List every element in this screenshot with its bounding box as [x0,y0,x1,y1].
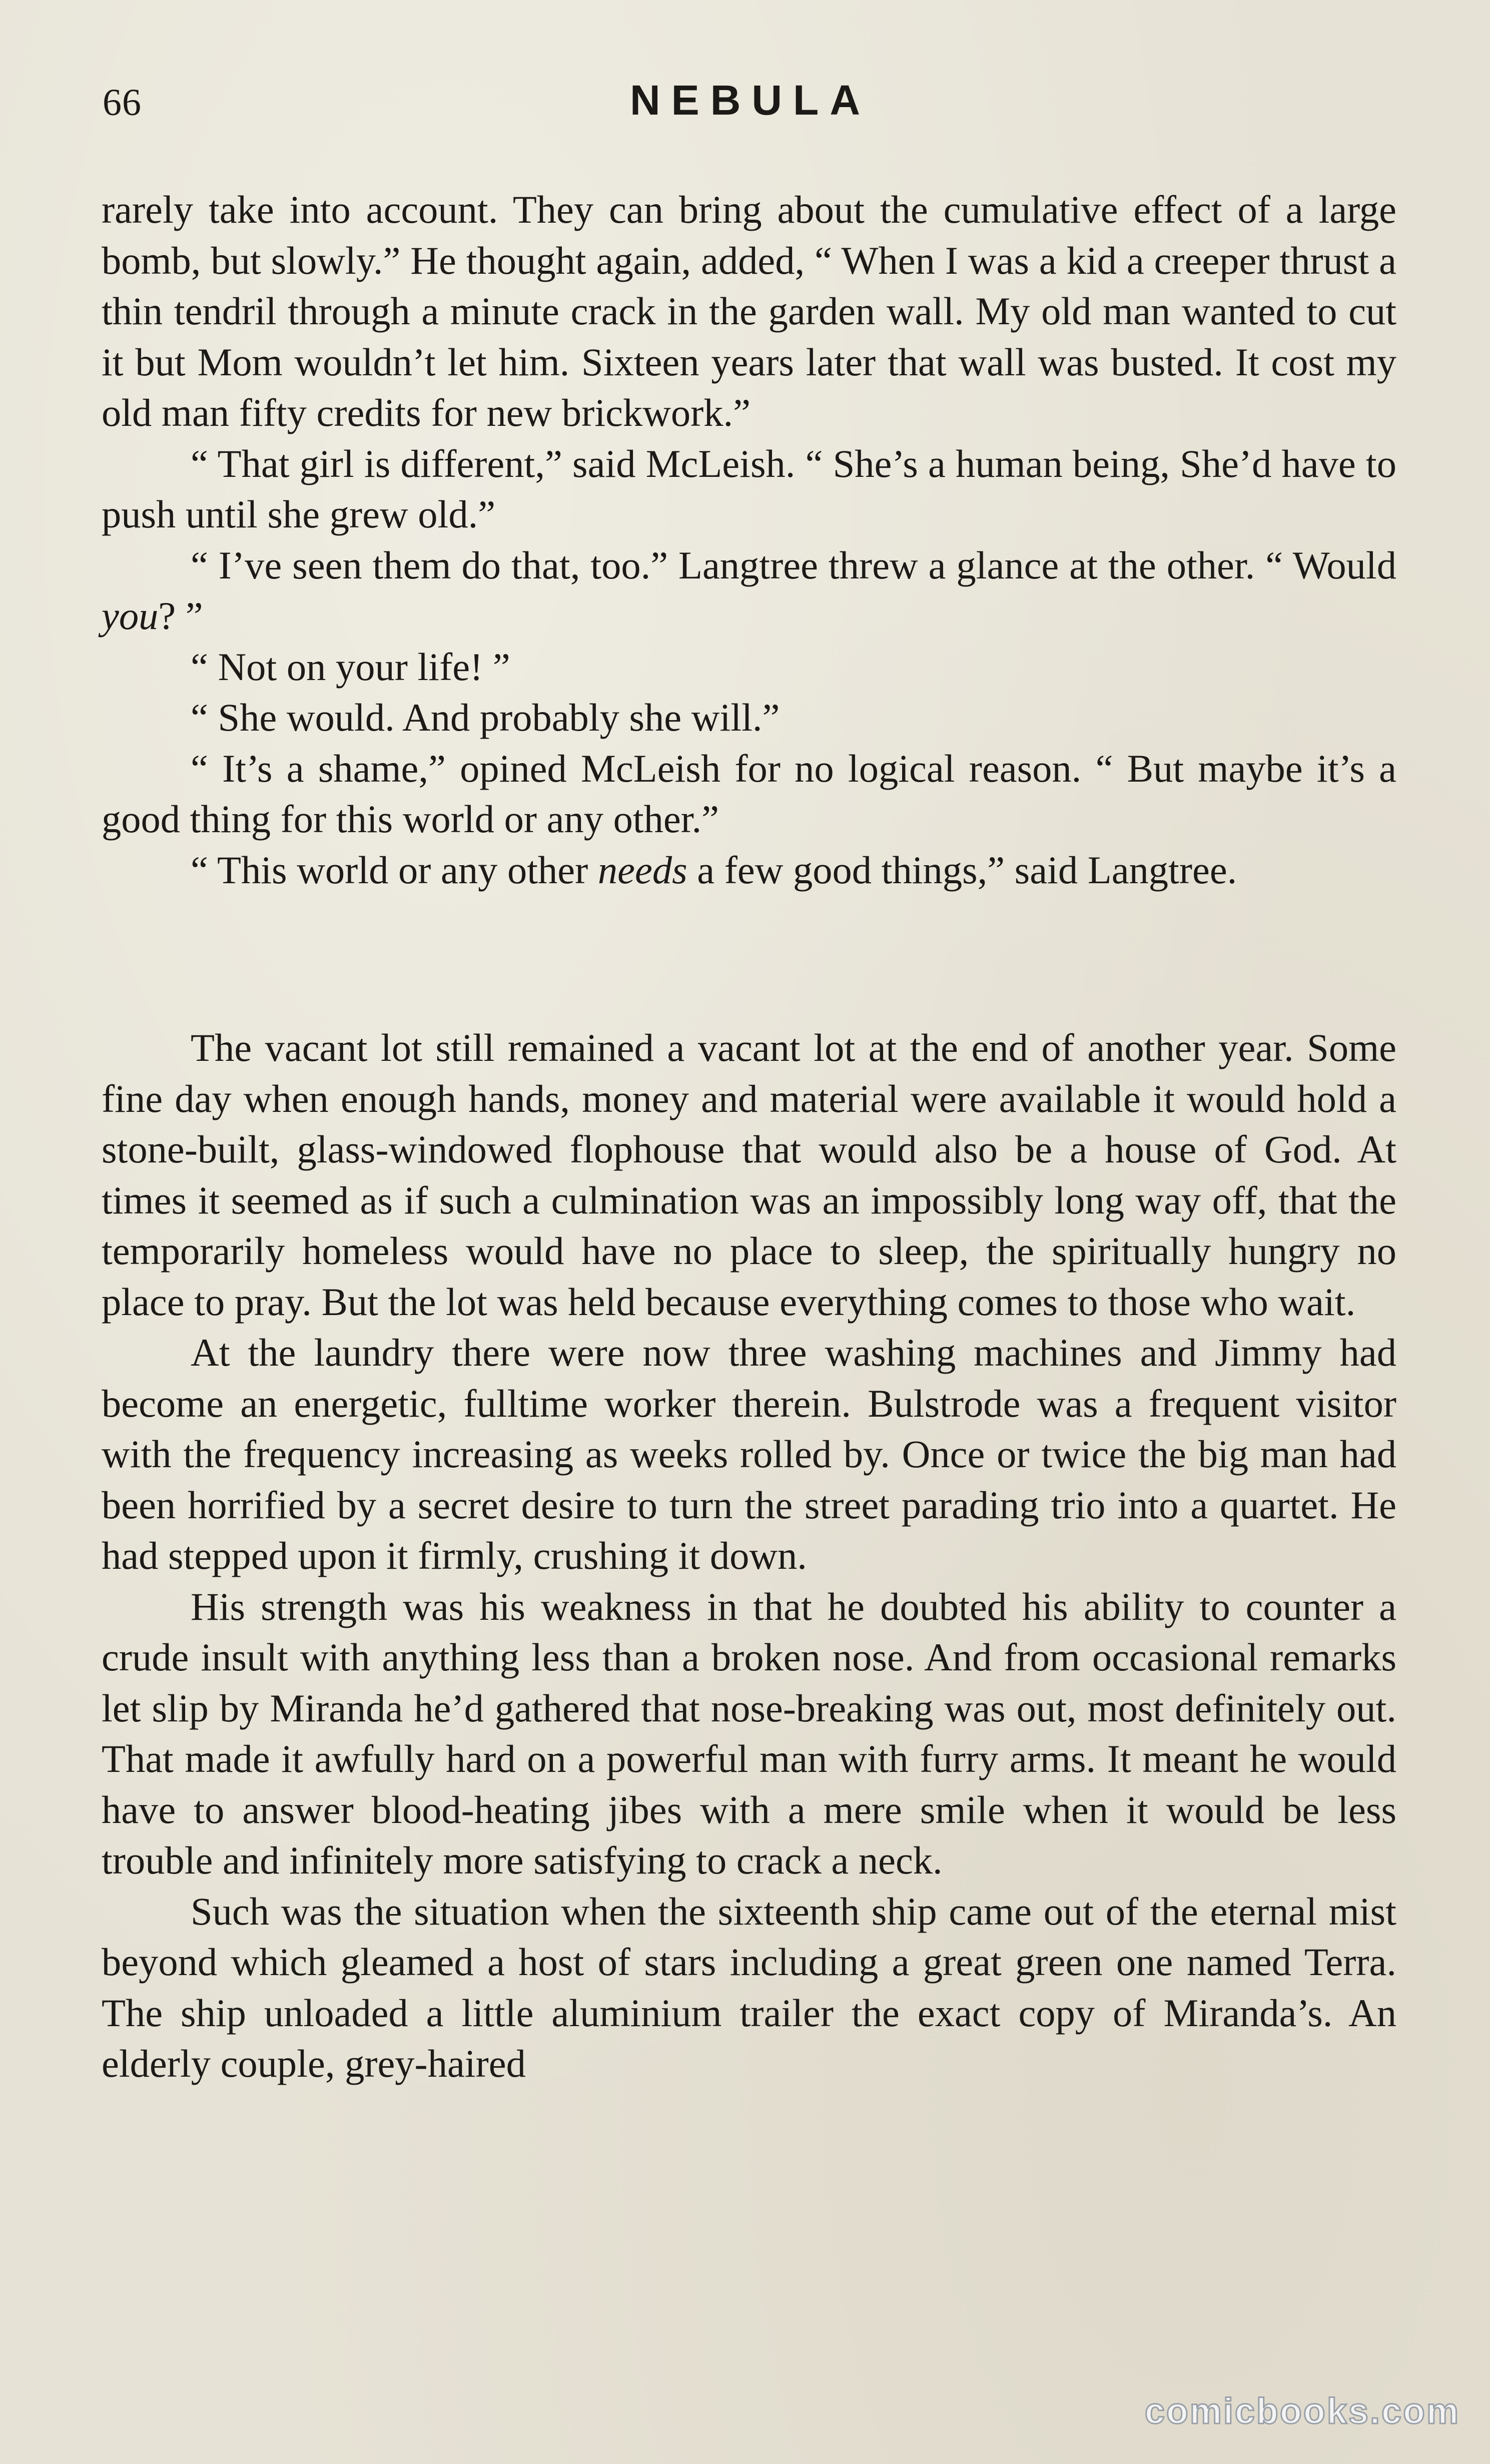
paragraph-text: “ This world or any other [191,848,598,892]
paragraph: At the laundry there were now three washing machines and Jimmy had become an energetic, fulltime worker therein. Bulstrode was a frequent visitor with the frequency increasing as weeks rolled by. Once or twice the big man had been horrified by a secret desire to turn the street parading trio into a quartet. He had stepped upon it firmly, crushing it down. [102,1331,1396,1577]
paragraph: Such was the situation when the sixteenth ship came out of the eternal mist beyond which gleamed a host of stars including a great green one named Terra. The ship unloaded a little aluminium trailer the exact copy of Miranda’s. An elderly couple, grey-haired [102,1889,1396,2085]
paragraph-text: ? ” [158,594,203,638]
paragraph: “ It’s a shame,” opined McLeish for no logical reason. “ But maybe it’s a good thing for this world or any other.” [102,746,1396,841]
emphasized-word: you [102,594,159,638]
paragraph [102,845,1396,896]
body-text [102,184,1396,2089]
paragraph: The vacant lot still remained a vacant lot at the end of another year. Some fine day when enough hands, money and material were available it would hold a stone-built, glass-windowed flophouse that would also be a house of God. At times it seemed as if such a culmination was an impossibly long way off, that the temporarily homeless would have no place to sleep, the spiritually hungry no place to pray. But the lot was held because everything comes to those who wait. [102,1026,1396,1324]
paragraph: “ Not on your life! ” [191,645,510,689]
paragraph-text: a few good things,” said Langtree. [687,848,1237,892]
paragraph [102,540,1396,642]
running-title: NEBULA [630,77,871,124]
paragraph: “ She would. And probably she will.” [191,696,780,739]
page-header [103,75,1398,130]
paragraph-text: “ I’ve seen them do that, too.” Langtree threw a glance at the other. “ Would [191,543,1396,587]
paragraph: rarely take into account. They can bring about the cumulative effect of a large bomb, but slowly.” He thought again, added, “ When I was a kid a creeper thrust a thin tendril through a minute crack in the garden wall. My old man wanted to cut it but Mom wouldn’t let him. Sixteen years later that wall was busted. It cost my old man fifty credits for new brickwork.” [102,188,1396,434]
paragraph: “ That girl is different,” said McLeish. “ She’s a human being, She’d have to push until she grew old.” [102,441,1396,536]
paragraph: His strength was his weakness in that he doubted his ability to counter a crude insult with anything less than a broken nose. And from occasional remarks let slip by Miranda he’d gathered that nose-breaking was out, most definitely out. That made it awfully hard on a powerful man with furry arms. It meant he would have to answer blood-heating jibes with a mere smile when it would be less trouble and infinitely more satisfying to crack a neck. [102,1584,1396,1882]
page-number: 66 [103,82,142,124]
emphasized-word: needs [597,848,687,892]
section-break [102,895,1396,1022]
watermark-logo: comicbooks.com [1144,2391,1460,2431]
